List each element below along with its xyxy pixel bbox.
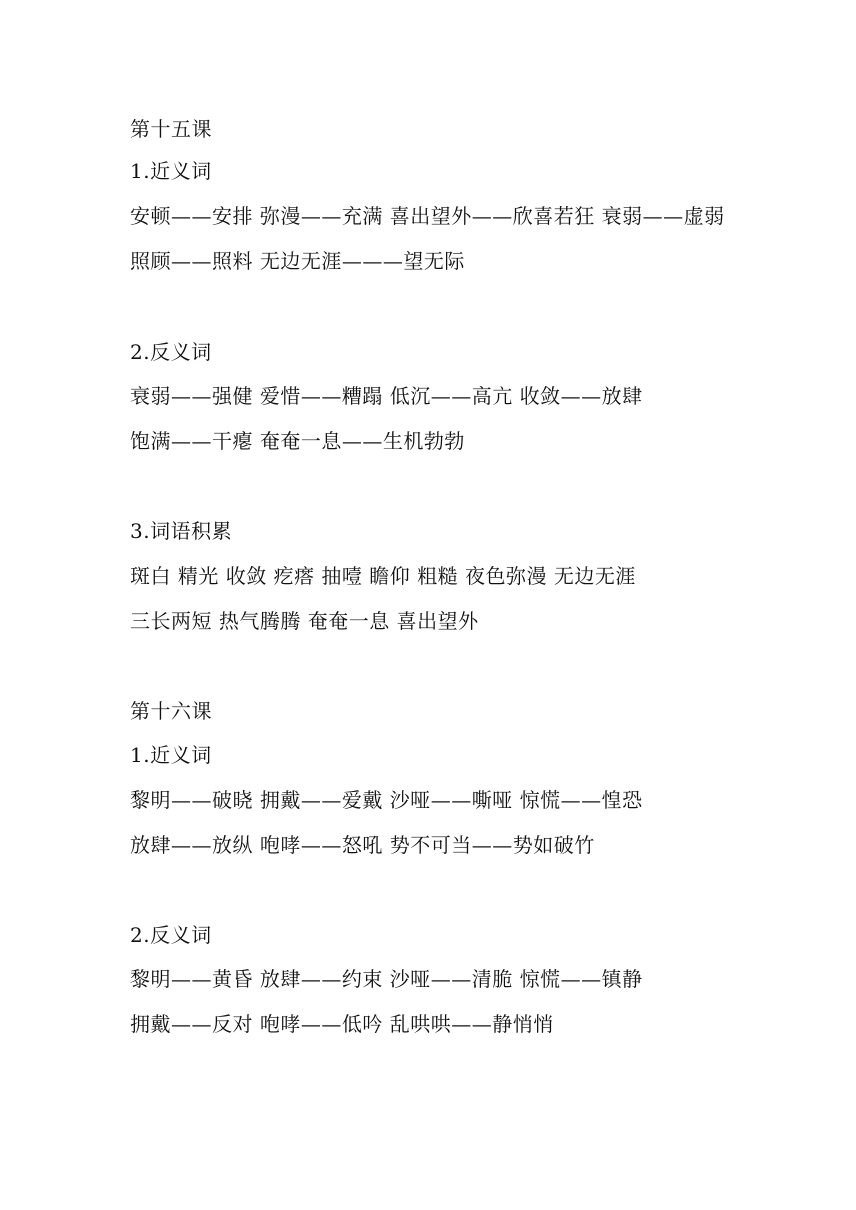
- lesson-15-synonyms-line-1: 安顿——安排 弥漫——充满 喜出望外——欣喜若狂 衰弱——虚弱: [130, 204, 725, 228]
- lesson-16-synonyms-heading: 1.近义词: [130, 743, 212, 767]
- lesson-16-antonyms-line-1: 黎明——黄昏 放肆——约束 沙哑——清脆 惊慌——镇静: [130, 967, 643, 991]
- lesson-15-title: 第十五课: [130, 117, 212, 141]
- lesson-15-antonyms-line-2: 饱满——干瘪 奄奄一息——生机勃勃: [130, 429, 465, 453]
- lesson-16-synonyms-line-2: 放肆——放纵 咆哮——怒吼 势不可当——势如破竹: [130, 833, 595, 857]
- lesson-15-vocabulary-line-2: 三长两短 热气腾腾 奄奄一息 喜出望外: [130, 609, 479, 633]
- lesson-15-vocabulary-heading: 3.词语积累: [130, 519, 233, 543]
- lesson-15-antonyms-heading: 2.反义词: [130, 340, 212, 364]
- lesson-15-synonyms-line-2: 照顾——照料 无边无涯———望无际: [130, 249, 465, 273]
- lesson-15-vocabulary-line-1: 斑白 精光 收敛 疙瘩 抽噎 瞻仰 粗糙 夜色弥漫 无边无涯: [130, 564, 636, 588]
- lesson-16-synonyms-line-1: 黎明——破晓 拥戴——爱戴 沙哑——嘶哑 惊慌——惶恐: [130, 788, 643, 812]
- lesson-16-antonyms-line-2: 拥戴——反对 咆哮——低吟 乱哄哄——静悄悄: [130, 1012, 554, 1036]
- lesson-15-synonyms-heading: 1.近义词: [130, 159, 212, 183]
- lesson-16-antonyms-heading: 2.反义词: [130, 923, 212, 947]
- lesson-16-title: 第十六课: [130, 699, 212, 723]
- lesson-15-antonyms-line-1: 衰弱——强健 爱惜——糟蹋 低沉——高亢 收敛——放肆: [130, 384, 643, 408]
